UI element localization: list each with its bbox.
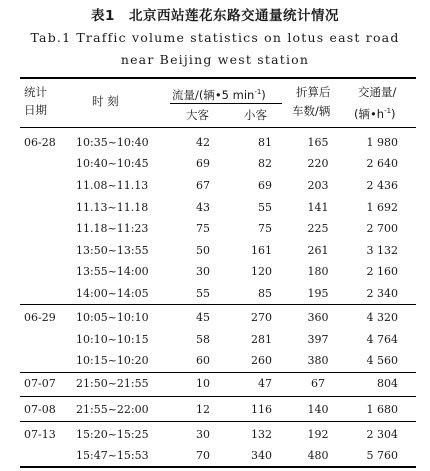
table-title-en-line1: Tab.1 Traffic volume statistics on lotus east road <box>30 30 400 45</box>
header-vol-line2 <box>354 105 396 121</box>
cell-time: 14:00~14:05 <box>76 287 149 300</box>
cell-conv: 192 <box>307 428 329 441</box>
cell-small: 81 <box>258 136 272 149</box>
cell-time: 15:20~15:25 <box>76 428 149 441</box>
cell-big: 10 <box>196 377 210 390</box>
cell-big: 67 <box>196 179 210 192</box>
cell-vol: 2 304 <box>366 428 398 441</box>
group-rule <box>20 304 416 305</box>
header-vol-close: ) <box>391 106 396 121</box>
cell-vol: 1 680 <box>366 403 398 416</box>
cell-date: 07-07 <box>24 377 56 390</box>
cell-small: 161 <box>251 244 272 257</box>
cell-conv: 225 <box>307 222 329 235</box>
cell-conv: 220 <box>307 157 329 170</box>
cell-date: 07-08 <box>24 403 56 416</box>
header-flow-sup: -1 <box>254 88 262 96</box>
cell-conv: 180 <box>307 265 329 278</box>
cell-conv: 165 <box>307 136 329 149</box>
header-time: 时 刻 <box>92 94 119 108</box>
header-vol-unit: (辆•h <box>354 106 385 121</box>
cell-vol: 1 980 <box>366 136 398 149</box>
cell-big: 75 <box>196 222 210 235</box>
header-vol-line1: 交通量/ <box>358 85 397 99</box>
table-title-zh: 北京西站莲花东路交通量统计情况 <box>128 8 339 24</box>
cell-date: 06-28 <box>24 136 56 149</box>
cell-big: 45 <box>196 311 210 324</box>
cell-time: 10:05~10:10 <box>76 311 149 324</box>
cell-vol: 2 160 <box>366 265 398 278</box>
cell-big: 50 <box>196 244 210 257</box>
cell-time: 11.08~11.13 <box>76 179 149 192</box>
group-rule <box>20 421 416 422</box>
cell-small: 116 <box>251 403 272 416</box>
table-label: 表1 <box>91 8 115 24</box>
header-date-line2: 日期 <box>24 103 47 117</box>
header-conv-line2: 车数/辆 <box>292 104 331 118</box>
group-rule <box>20 396 416 397</box>
cell-vol: 3 132 <box>366 244 398 257</box>
cell-small: 47 <box>258 377 272 390</box>
cell-time: 21:55~22:00 <box>76 403 149 416</box>
cell-big: 70 <box>196 449 210 462</box>
cell-conv: 140 <box>307 403 329 416</box>
cell-conv: 195 <box>307 287 329 300</box>
cell-time: 10:15~10:20 <box>76 354 149 367</box>
cell-vol: 2 340 <box>366 287 398 300</box>
cell-small: 281 <box>251 333 272 346</box>
cell-big: 42 <box>196 136 210 149</box>
cell-conv: 480 <box>307 449 329 462</box>
cell-conv: 203 <box>307 179 329 192</box>
cell-conv: 67 <box>311 377 325 390</box>
cell-time: 10:35~10:40 <box>76 136 149 149</box>
cell-conv: 141 <box>307 201 329 214</box>
header-rule <box>20 127 416 128</box>
cell-big: 58 <box>196 333 210 346</box>
cell-small: 82 <box>258 157 272 170</box>
cell-small: 132 <box>251 428 272 441</box>
cell-big: 60 <box>196 354 210 367</box>
cell-time: 11.18~11:23 <box>76 222 149 235</box>
cell-conv: 360 <box>307 311 329 324</box>
header-flow-main: 流量/(辆•5 min <box>172 87 255 102</box>
cell-small: 340 <box>251 449 272 462</box>
header-flow-end: ) <box>261 87 266 102</box>
cell-big: 55 <box>196 287 210 300</box>
cell-small: 75 <box>258 222 272 235</box>
cell-vol: 4 764 <box>366 333 398 346</box>
cell-big: 30 <box>196 265 210 278</box>
cell-conv: 261 <box>307 244 329 257</box>
cell-big: 69 <box>196 157 210 170</box>
cell-big: 43 <box>196 201 210 214</box>
cell-date: 07-13 <box>24 428 56 441</box>
cell-time: 10:40~10:45 <box>76 157 149 170</box>
cell-small: 85 <box>258 287 272 300</box>
bottom-rule <box>20 466 416 468</box>
cell-vol: 2 700 <box>366 222 398 235</box>
cell-time: 13:50~13:55 <box>76 244 149 257</box>
cell-vol: 5 760 <box>366 449 398 462</box>
cell-small: 120 <box>251 265 272 278</box>
cell-vol: 1 692 <box>366 201 398 214</box>
cell-time: 15:47~15:53 <box>76 449 149 462</box>
header-flow <box>172 86 266 102</box>
cell-small: 270 <box>251 311 272 324</box>
cell-small: 260 <box>251 354 272 367</box>
cell-vol: 4 320 <box>366 311 398 324</box>
table-title <box>0 4 430 24</box>
cell-big: 12 <box>196 403 210 416</box>
cell-time: 11.13~11.18 <box>76 201 149 214</box>
cell-vol: 2 640 <box>366 157 398 170</box>
cell-time: 10:10~10:15 <box>76 333 149 346</box>
header-date-line1: 统计 <box>24 85 47 99</box>
group-rule <box>20 372 416 373</box>
cell-vol: 4 560 <box>366 354 398 367</box>
top-rule <box>20 77 416 79</box>
cell-small: 55 <box>258 201 272 214</box>
cell-vol: 804 <box>377 377 398 390</box>
cell-vol: 2 436 <box>366 179 398 192</box>
header-big: 大客 <box>186 108 209 122</box>
header-sub-rule <box>170 103 282 104</box>
cell-conv: 380 <box>307 354 329 367</box>
header-small: 小客 <box>244 108 267 122</box>
cell-small: 69 <box>258 179 272 192</box>
cell-date: 06-29 <box>24 311 56 324</box>
cell-big: 30 <box>196 428 210 441</box>
cell-conv: 397 <box>307 333 329 346</box>
cell-time: 13:55~14:00 <box>76 265 149 278</box>
table-title-en-line2: near Beijing west station <box>120 52 310 67</box>
header-conv-line1: 折算后 <box>296 85 331 99</box>
header-vol-sup: -1 <box>384 107 392 115</box>
cell-time: 21:50~21:55 <box>76 377 149 390</box>
